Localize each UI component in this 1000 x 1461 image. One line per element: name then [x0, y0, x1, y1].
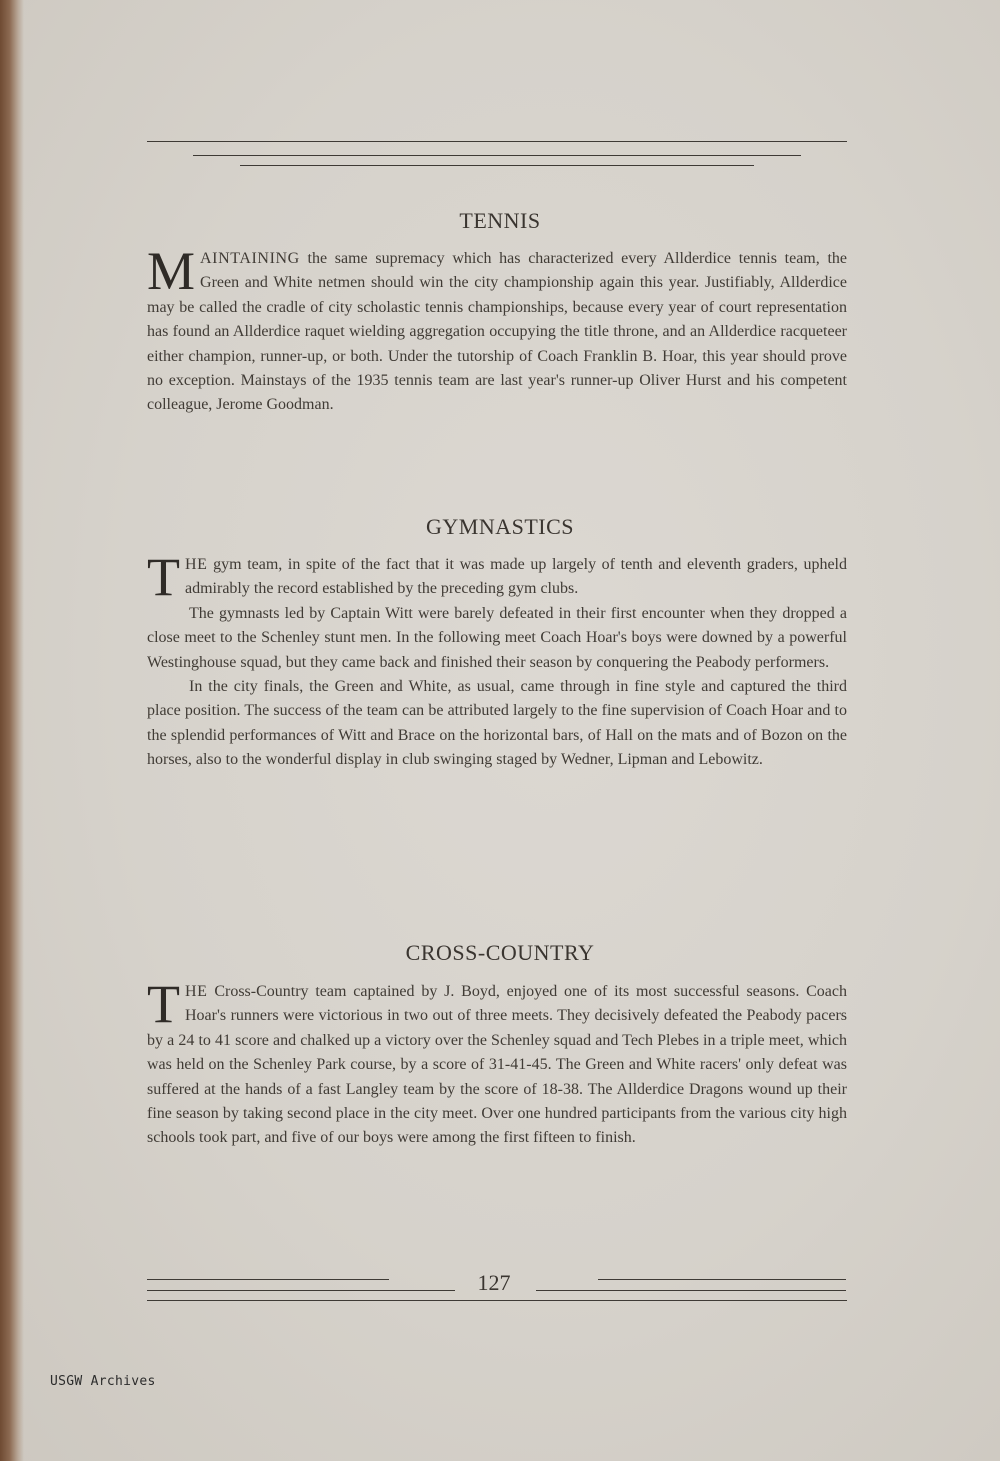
lead-word: HE [185, 983, 208, 1000]
section-body-tennis [147, 241, 847, 418]
drop-cap: T [147, 974, 180, 1034]
section-body-gymnastics [147, 547, 847, 773]
lead-word: HE [185, 556, 208, 573]
paragraph-text: the same supremacy which has characterized every Allderdice tennis team, the Green and White netmen should win the city championship again this year. Justifiably, Allderdice may be called the cradle of city scholastic tennis championships, because every year of court representation has found an Allderdice raquet wielding aggregation occupying the title throne, and an Allderdice racqueteer either champion, runner-up, or both. Under the tutorship of Coach Franklin B. Hoar, this year should prove no exception. Mainstays of the 1935 tennis team are last year's runner-up Oliver Hurst and his competent colleague, Jerome Goodman. [147, 250, 847, 414]
lead-word: AINTAINING [200, 250, 300, 267]
book-binding-edge [0, 0, 24, 1461]
section-body-cross-country [147, 974, 847, 1151]
page-number: 127 [477, 1270, 511, 1295]
paragraph [147, 974, 847, 1151]
paragraph: The gymnasts led by Captain Witt were barely defeated in their first encounter when they dropped a close meet to the Schenley stunt men. In the following meet Coach Hoar's boys were downed by a powerful Westinghouse squad, but they came back and finished their season by conquering the Peabody performers. [147, 604, 847, 671]
section-title-gymnastics: GYMNASTICS [425, 514, 575, 539]
bottom-right-rule-1 [598, 1279, 846, 1280]
paragraph-text: gym team, in spite of the fact that it was made up largely of tenth and eleventh graders, upheld admirably the record established by the preceding gym clubs. [185, 556, 847, 598]
drop-cap: T [147, 547, 180, 607]
top-rule-2 [193, 155, 801, 156]
paragraph [147, 547, 847, 607]
paragraph [147, 241, 847, 418]
top-rule-1 [147, 141, 847, 142]
archive-watermark-text: USGW Archives [50, 1374, 156, 1389]
paragraph: In the city finals, the Green and White, as usual, came through in fine style and captured the third place position. The success of the team can be attributed largely to the fine supervision of Coach Hoar and to the splendid performances of Witt and Brace on the horizontal bars, of Hall on the mats and of Bozon on the horses, also to the wonderful display in club swinging staged by Wedner, Lipman and Lebowitz. [147, 678, 847, 769]
top-rule-3 [240, 165, 754, 166]
bottom-right-rule-2 [536, 1290, 846, 1291]
paragraph-text: Cross-Country team captained by J. Boyd, enjoyed one of its most successful seasons. Coach Hoar's runners were victorious in two out of three meets. They decisively defeated the Peabody pacers by a 24 to 41 score and chalked up a victory over the Schenley squad and Tech Plebes in a triple meet, which was held on the Schenley Park course, by a score of 31-41-45. The Green and White racers' only defeat was suffered at the hands of a fast Langley team by the score of 18-38. The Allderdice Dragons wound up their fine season by taking second place in the city meet. Over one hundred participants from the various city high schools took part, and five of our boys were among the first fifteen to finish. [147, 983, 847, 1147]
drop-cap: M [147, 241, 196, 301]
bottom-left-rule-2 [147, 1290, 455, 1291]
section-title-tennis: TENNIS [459, 208, 541, 233]
section-title-cross-country: CROSS-COUNTRY [405, 940, 595, 965]
bottom-full-rule [147, 1300, 847, 1301]
bottom-left-rule-1 [147, 1279, 389, 1280]
